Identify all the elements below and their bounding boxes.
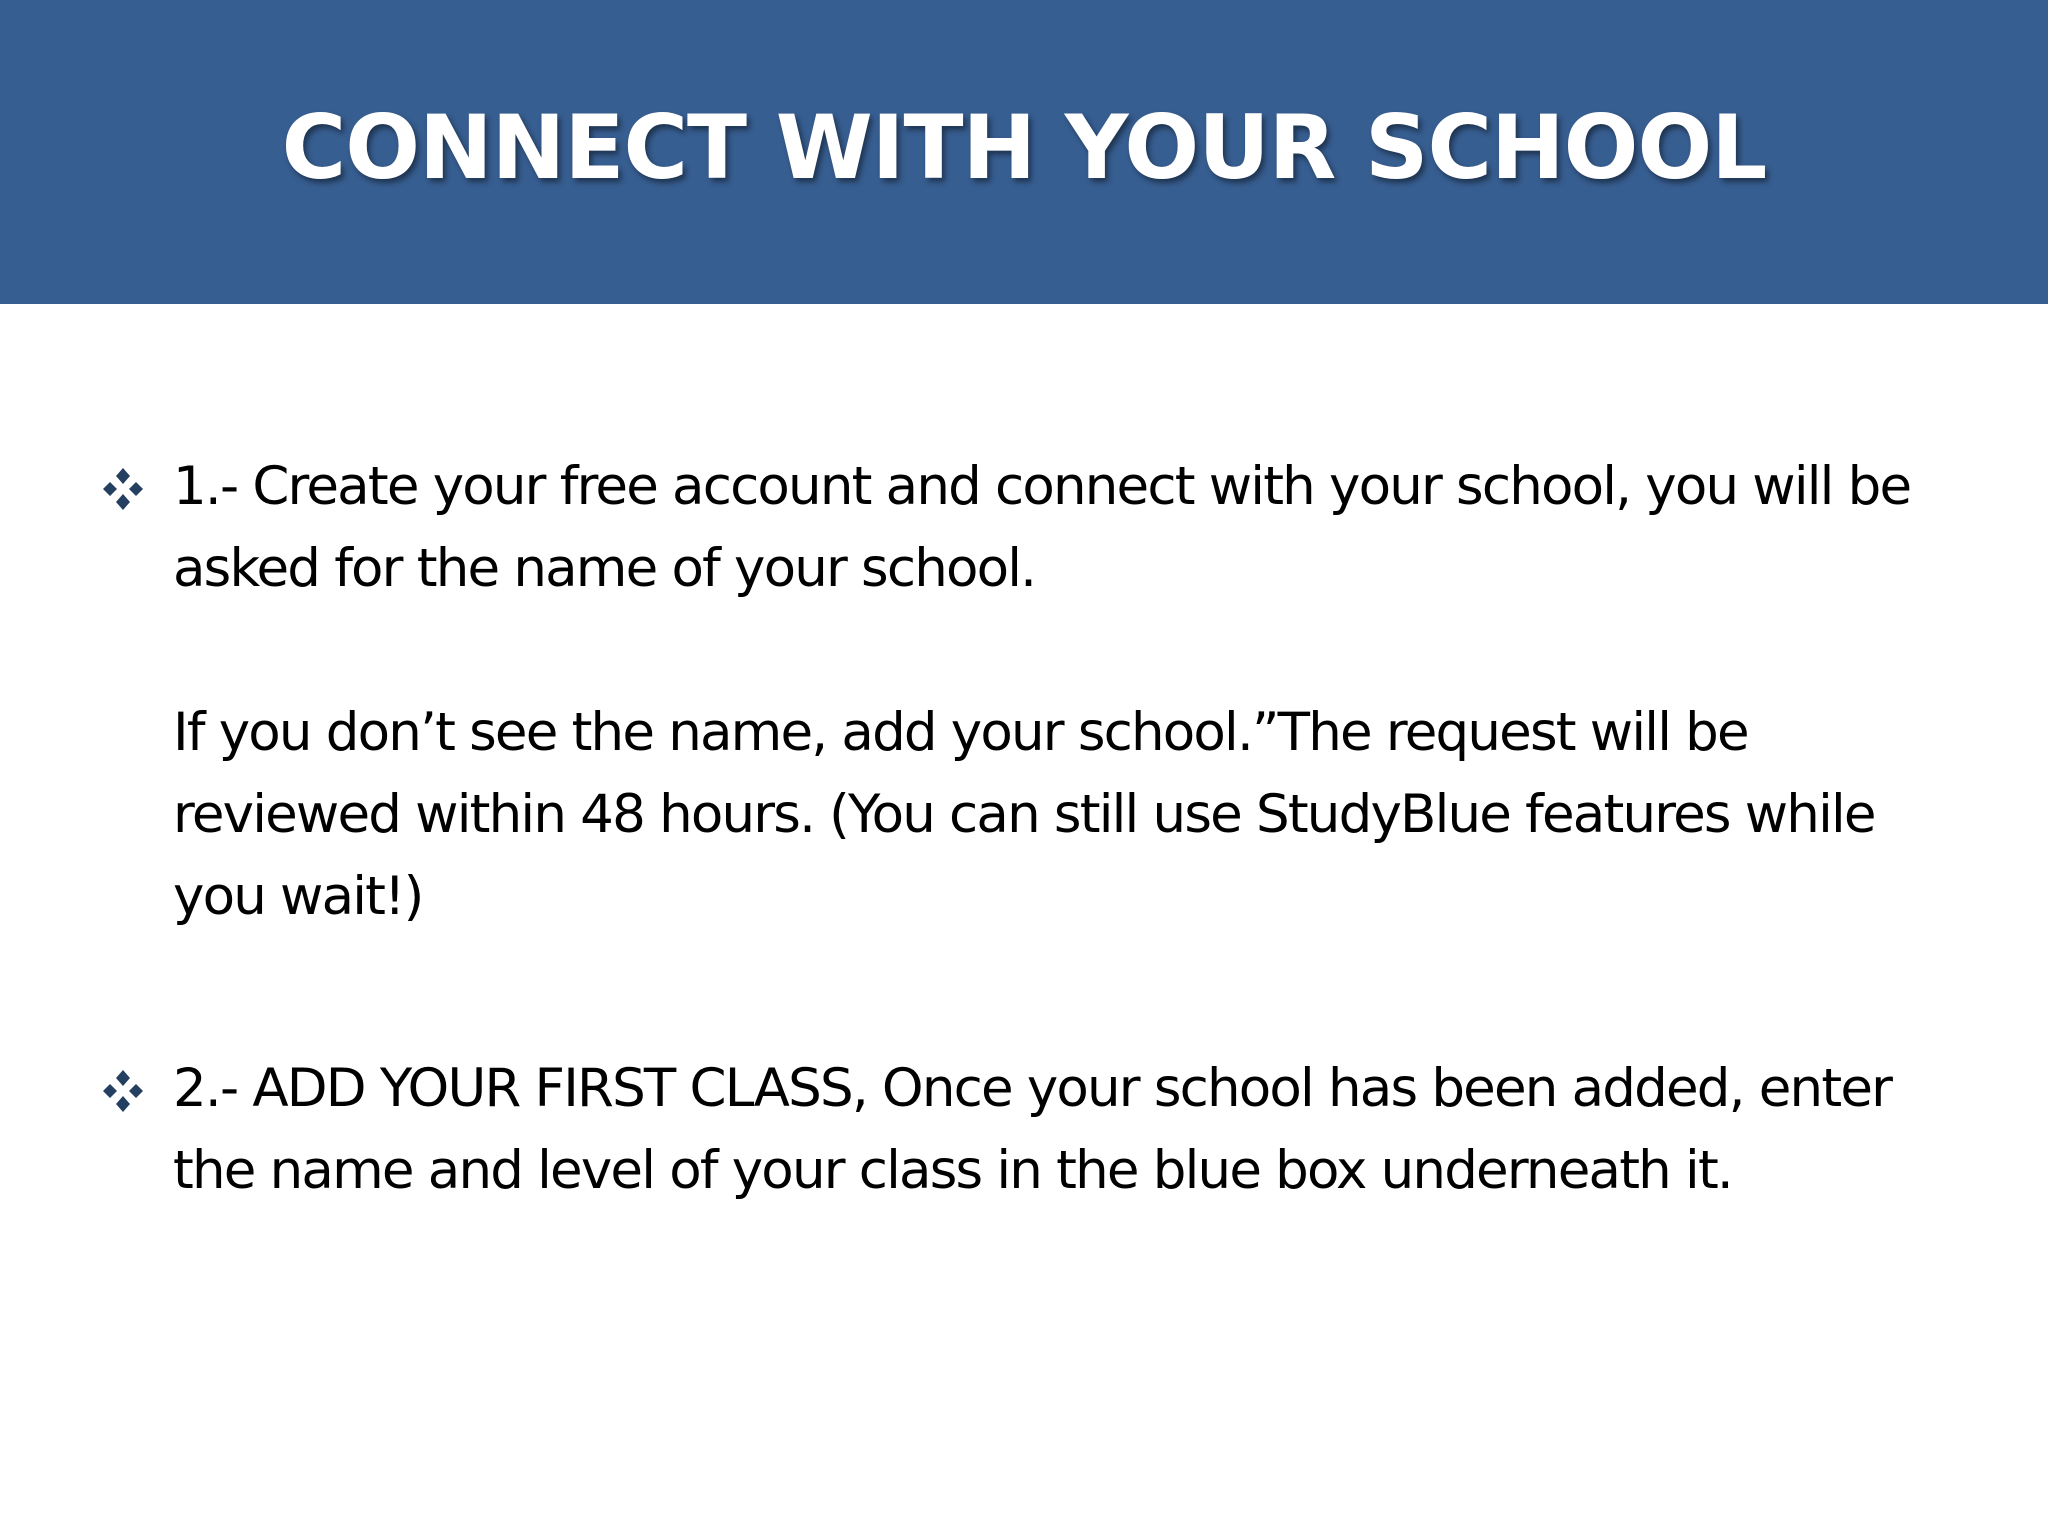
bullet-1-paragraph-2: If you don’t see the name, add your school.”The request will be reviewed within 48 hours. (You can still use StudyBlue features while you wait!) <box>173 702 1875 927</box>
bullet-2-paragraph-1: 2.- ADD YOUR FIRST CLASS, Once your school has been added, enter the name and level of your class in the blue box underneath it. <box>173 1058 1892 1201</box>
bullet-1-paragraph-1: 1.- Create your free account and connect with your school, you will be asked for the name of your school. <box>173 456 1911 599</box>
bullet-item-add-first-class <box>98 1048 1958 1212</box>
four-diamond-bullet-icon <box>98 464 148 514</box>
header-band <box>0 0 2048 304</box>
slide-content <box>98 446 1958 1212</box>
four-diamond-bullet-icon <box>98 1066 148 1116</box>
slide-title: CONNECT WITH YOUR SCHOOL <box>281 95 1767 199</box>
bullet-item-create-account <box>98 446 1958 938</box>
